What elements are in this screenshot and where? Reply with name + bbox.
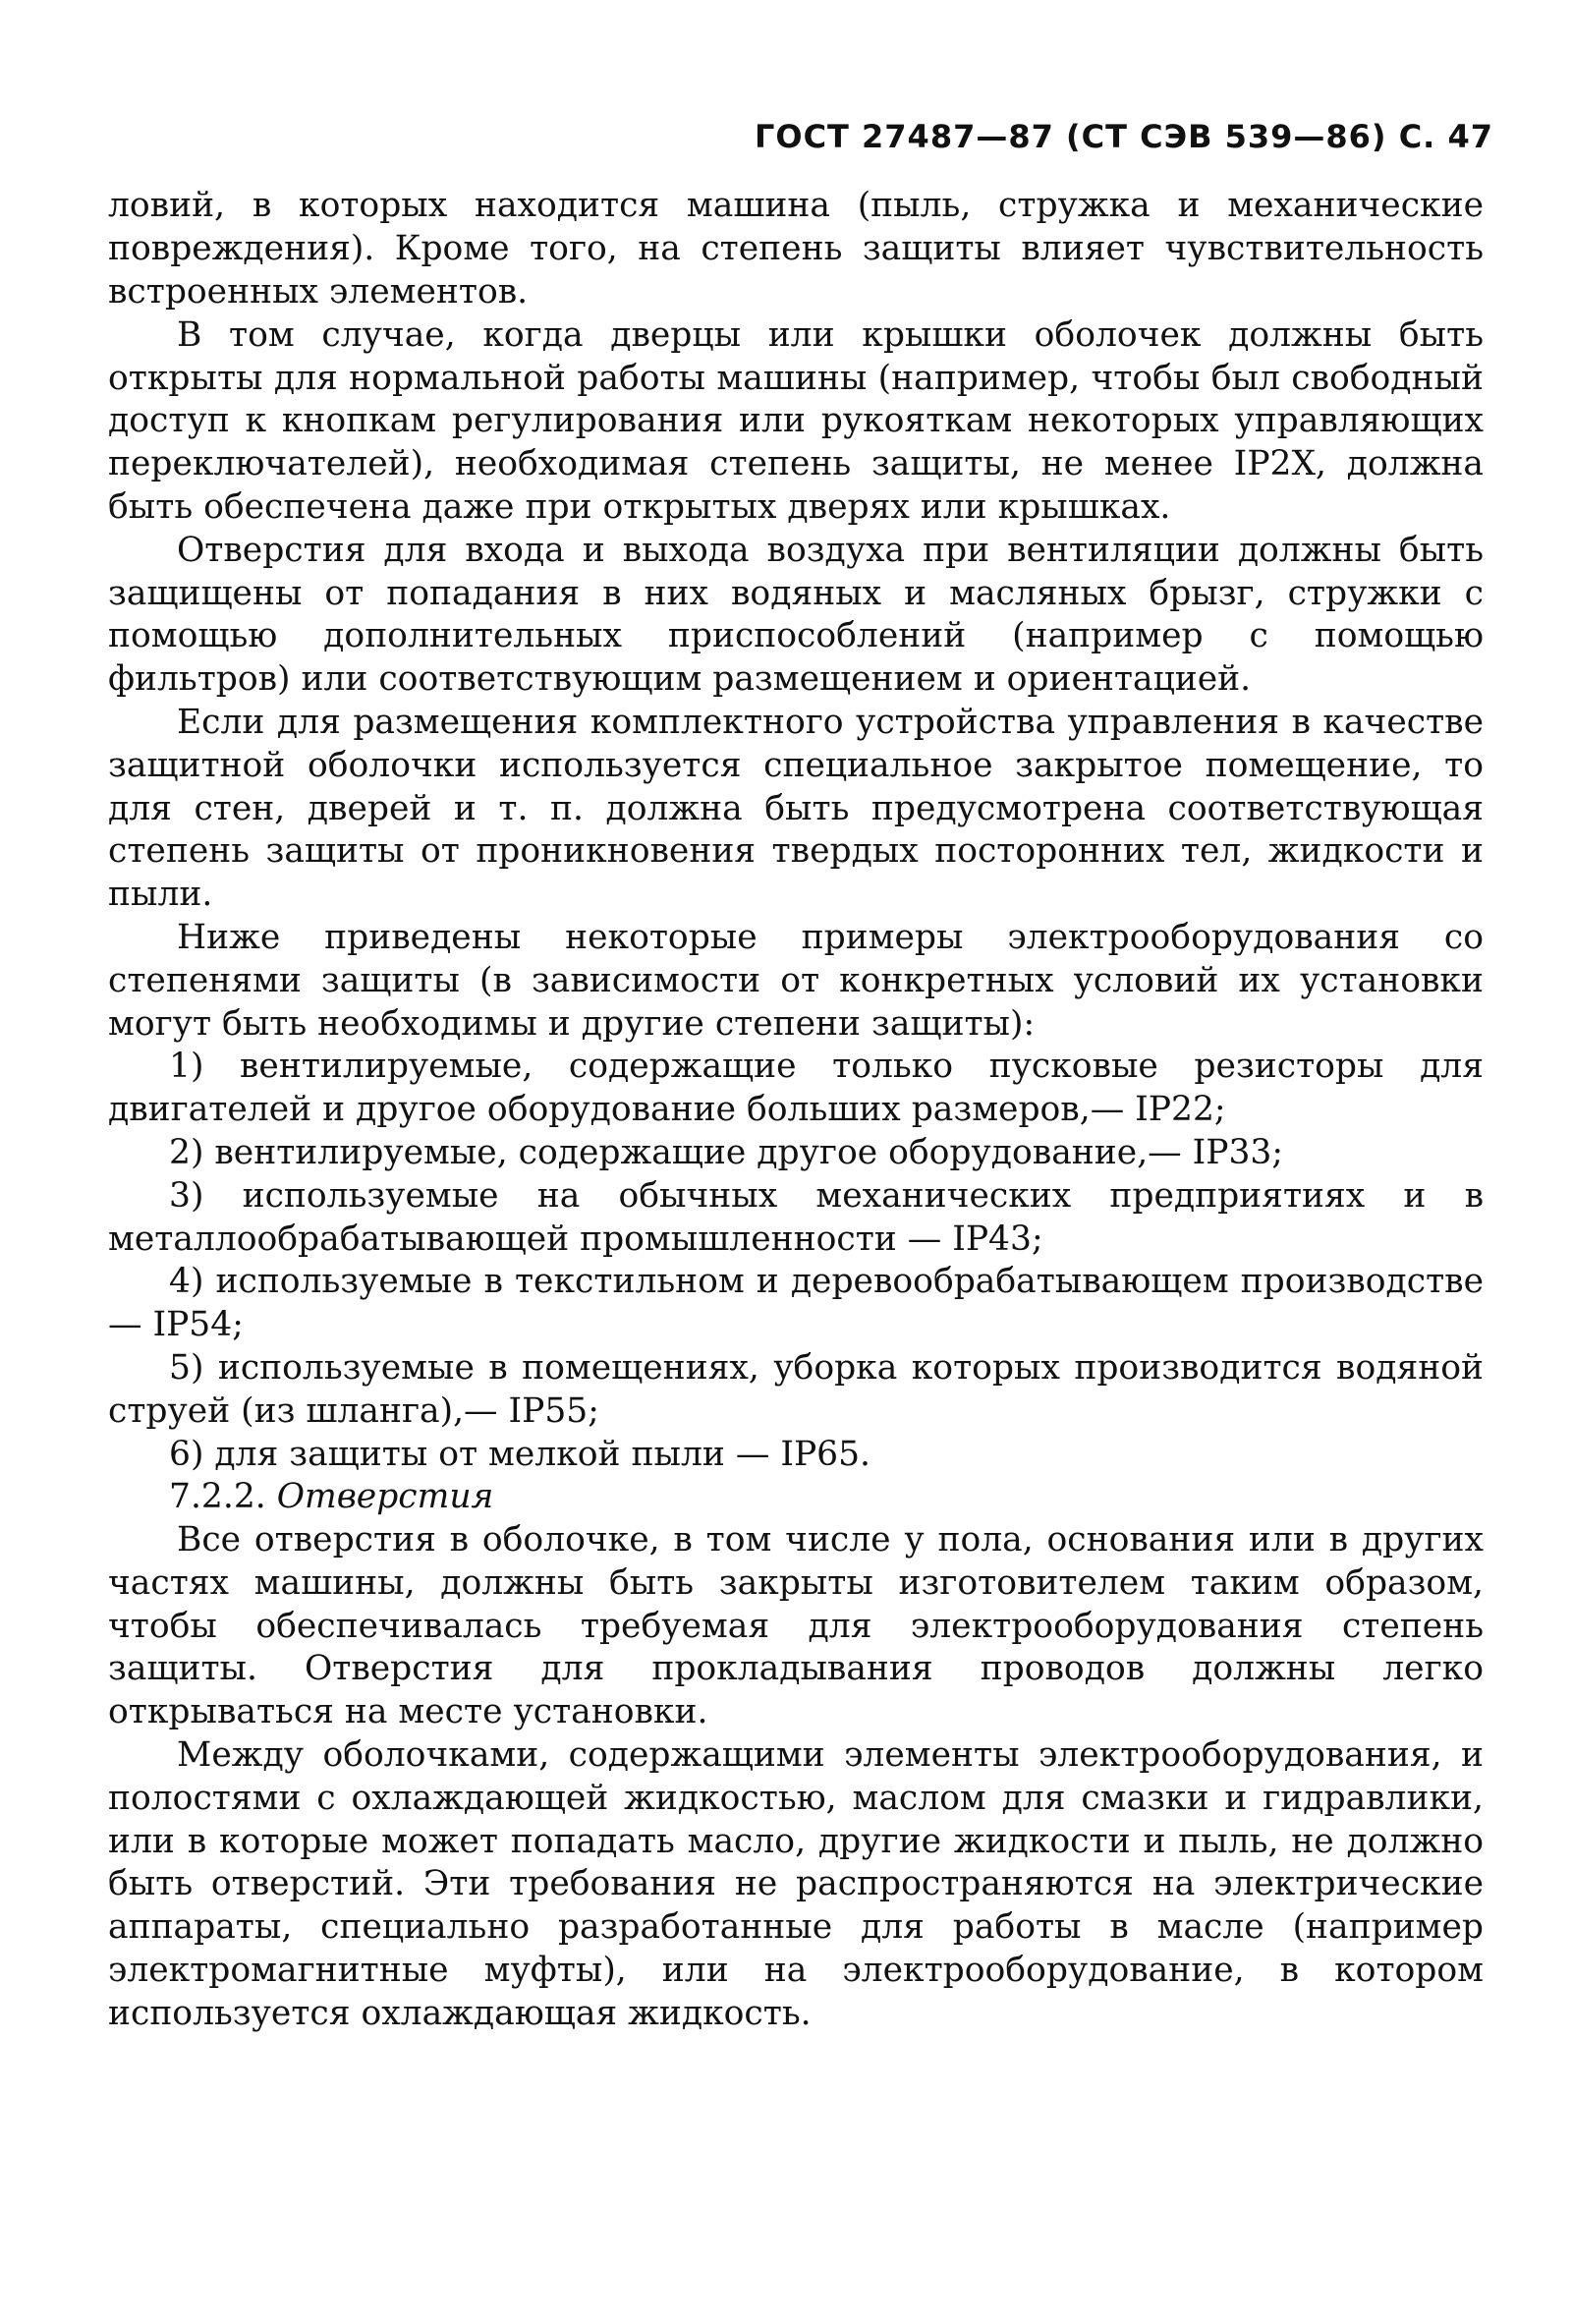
- example-item-4: 4) используемые в текстильном и деревообрабатывающем производстве — IP54;: [108, 1262, 1484, 1345]
- example-item-3: 3) используемые на обычных механических предприятиях и в металлообрабатывающей промышленности — IP43;: [108, 1175, 1484, 1259]
- paragraph-examples-intro: Ниже приведены некоторые примеры электрооборудования со степенями защиты (в зависимости от конкретных условий их установки могут быть необходимы и другие степени защиты):: [108, 917, 1484, 1044]
- example-item-5: 5) используемые в помещениях, уборка которых производится водяной струей (из шланга),— IP55;: [108, 1347, 1484, 1431]
- running-head: ГОСТ 27487—87 (СТ СЭВ 539—86) С. 47: [754, 118, 1493, 155]
- example-item-6: 6) для защиты от мелкой пыли — IP65.: [169, 1434, 871, 1474]
- example-item-2: 2) вентилируемые, содержащие другое оборудование,— IP33;: [169, 1132, 1284, 1172]
- paragraph-openings-closed: Все отверстия в оболочке, в том числе у пола, основания или в других частях машины, должны быть закрыты изготовителем таким образом, чтобы обеспечивалась требуемая для электрооборудования степень защиты. Отверстия для прокладывания проводов должны легко открываться на месте установки.: [108, 1520, 1484, 1732]
- section-number: 7.2.2.: [169, 1477, 266, 1517]
- example-item-1: 1) вентилируемые, содержащие только пусковые резисторы для двигателей и другое оборудование больших размеров,— IP22;: [108, 1047, 1484, 1130]
- paragraph-no-openings: Между оболочками, содержащими элементы электрооборудования, и полостями с охлаждающей жидкостью, маслом для смазки и гидравлики, или в которые может попадать масло, другие жидкости и пыль, не должно быть отверстий. Эти требования не распространяются на электрические аппараты, специально разработанные для работы в масле (например электромагнитные муфты), или на электрооборудование, в котором используется охлаждающая жидкость.: [108, 1735, 1484, 2033]
- section-title: Отверстия: [276, 1477, 494, 1517]
- paragraph-closed-room: Если для размещения комплектного устройства управления в качестве защитной оболочки используется специальное закрытое помещение, то для стен, дверей и т. п. должна быть предусмотрена соответствующая степень защиты от проникновения твердых посторонних тел, жидкости и пыли.: [108, 702, 1484, 915]
- paragraph-open-doors: В том случае, когда дверцы или крышки оболочек должны быть открыты для нормальной работы машины (например, чтобы был свободный доступ к кнопкам регулирования или рукояткам некоторых управляющих переключателей), необходимая степень защиты, не менее IP2X, должна быть обеспечена даже при открытых дверях или крышках.: [108, 314, 1484, 527]
- section-heading: [108, 1476, 1484, 1519]
- paragraph-continuation: ловий, в которых находится машина (пыль, стружка и механические повреждения). Кроме того, на степень защиты влияет чувствительность встроенных элементов.: [108, 186, 1484, 312]
- document-page: [108, 118, 1493, 2036]
- paragraph-ventilation-openings: Отверстия для входа и выхода воздуха при вентиляции должны быть защищены от попадания в них водяных и масляных брызг, стружки с помощью дополнительных приспособлений (например с помощью фильтров) или соответствующим размещением и ориентацией.: [108, 530, 1484, 700]
- body-text: [108, 185, 1484, 2035]
